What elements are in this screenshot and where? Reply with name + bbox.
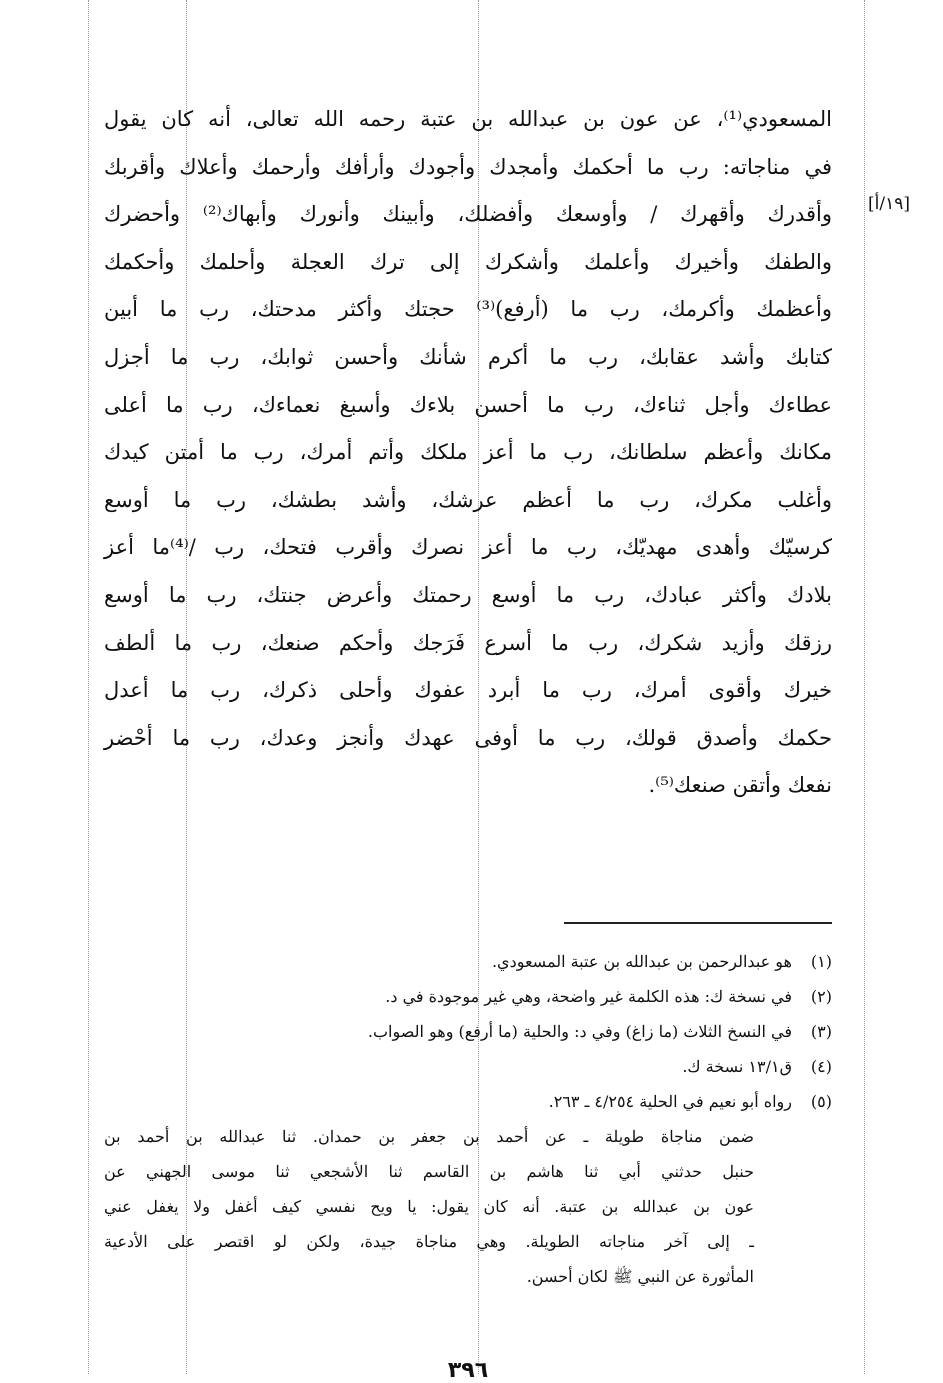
footnote-text: في نسخة ك: هذه الكلمة غير واضحة، وهي غير موجودة في د.: [385, 987, 792, 1006]
text-line: عطاءك وأجل ثناءك، رب ما أحسن بلاءك وأسبغ نعماءك، رب ما أعلى: [104, 392, 832, 417]
text-line: خيرك وأقوى أمرك، رب ما أبرد عفوك وأحلى ذكرك، رب ما أعدل: [104, 678, 832, 703]
footnote-separator: [564, 922, 832, 924]
footnote: [104, 944, 832, 979]
footnote-number: (٤): [810, 1057, 832, 1076]
text-line: كرسيّك وأهدى مهديّك، رب ما أعز نصرك وأقرب فتحك، رب /⁽⁴⁾ما أعز: [104, 535, 832, 560]
footnote-continuation-line: ـ إلى آخر مناجاته الطويلة. وهي مناجاة جيدة، ولكن لو اقتصر على الأدعية: [104, 1232, 754, 1251]
footnote-continuation-line: حنبل حدثني أبي ثنا هاشم بن القاسم ثنا الأشجعي ثنا موسى الجهني عن: [104, 1162, 754, 1181]
text-line: كتابك وأشد عقابك، رب ما أكرم شأنك وأحسن ثوابك، رب ما أجزل: [104, 344, 832, 369]
text-line: رزقك وأزيد شكرك، رب ما أسرع فَرَجك وأحكم صنعك، رب ما ألطف: [104, 630, 832, 655]
page-number: ٣٩٦: [447, 1358, 489, 1383]
footnote-number: (٥): [810, 1092, 832, 1111]
footnote: [104, 1084, 832, 1119]
text-line: وأغلب مكرك، رب ما أعظم عرشك، وأشد بطشك، رب ما أوسع: [104, 487, 832, 512]
main-text: [104, 96, 832, 810]
text-line: المسعودي⁽¹⁾، عن عون بن عبدالله بن عتبة رحمه الله تعالى، أنه كان يقول: [104, 107, 832, 131]
footnote: [104, 1049, 832, 1084]
margin-guide-left: [88, 0, 89, 1374]
text-line: نفعك وأتقن صنعك⁽⁵⁾.: [648, 773, 832, 798]
footnotes: [104, 944, 832, 1294]
manuscript-folio-marker: [١٩/أ]: [868, 194, 910, 214]
footnote-number: (٣): [810, 1022, 832, 1041]
text-line: والطفك وأخيرك وأعلمك وأشكرك إلى ترك العجلة وأحلمك وأحكمك: [104, 249, 832, 274]
text-line: وأقدرك وأقهرك / وأوسعك وأفضلك، وأبينك وأنورك وأبهاك⁽²⁾ وأحضرك: [104, 202, 832, 227]
footnote-text: ق١٣/١ نسخة ك.: [682, 1057, 792, 1076]
margin-guide-right: [864, 0, 865, 1374]
text-line: مكانك وأعظم سلطانك، رب ما أعز ملكك وأتم أمرك، رب ما أمتن كيدك: [104, 440, 832, 465]
page: [104, 96, 910, 1383]
footnote-continuation-line: عون بن عبدالله بن عتبة. أنه كان يقول: يا ويح نفسي كيف أغفل ولا يغفل عني: [104, 1197, 755, 1216]
footnote: [104, 979, 832, 1014]
footnote-number: (٢): [810, 987, 832, 1006]
footnote-number: (١): [810, 952, 832, 971]
text-line: بلادك وأكثر عبادك، رب ما أوسع رحمتك وأعرض جنتك، رب ما أوسع: [104, 582, 832, 607]
footnote-continuation-line: المأثورة عن النبي ﷺ لكان أحسن.: [526, 1267, 754, 1286]
footnote-continuation-line: ضمن مناجاة طويلة ـ عن أحمد بن جعفر بن حمدان. ثنا عبدالله بن أحمد بن: [104, 1127, 754, 1146]
footnote-text: هو عبدالرحمن بن عبدالله بن عتبة المسعودي.: [491, 952, 792, 971]
footnote: [104, 1014, 832, 1049]
footnote-text: في النسخ الثلاث (ما زاغ) وفي د: والحلية (ما أرفع) وهو الصواب.: [367, 1022, 792, 1041]
text-line: حكمك وأصدق قولك، رب ما أوفى عهدك وأنجز وعدك، رب ما أحْضر: [104, 725, 832, 750]
footnote-text: رواه أبو نعيم في الحلية ٤/٢٥٤ ـ ٢٦٣.: [548, 1092, 792, 1111]
text-line: في مناجاته: رب ما أحكمك وأمجدك وأجودك وأرأفك وأرحمك وأعلاك وأقربك: [104, 154, 832, 179]
text-line: وأعظمك وأكرمك، رب ما (أرفع)⁽³⁾ حجتك وأكثر مدحتك، رب ما أبين: [104, 297, 832, 322]
